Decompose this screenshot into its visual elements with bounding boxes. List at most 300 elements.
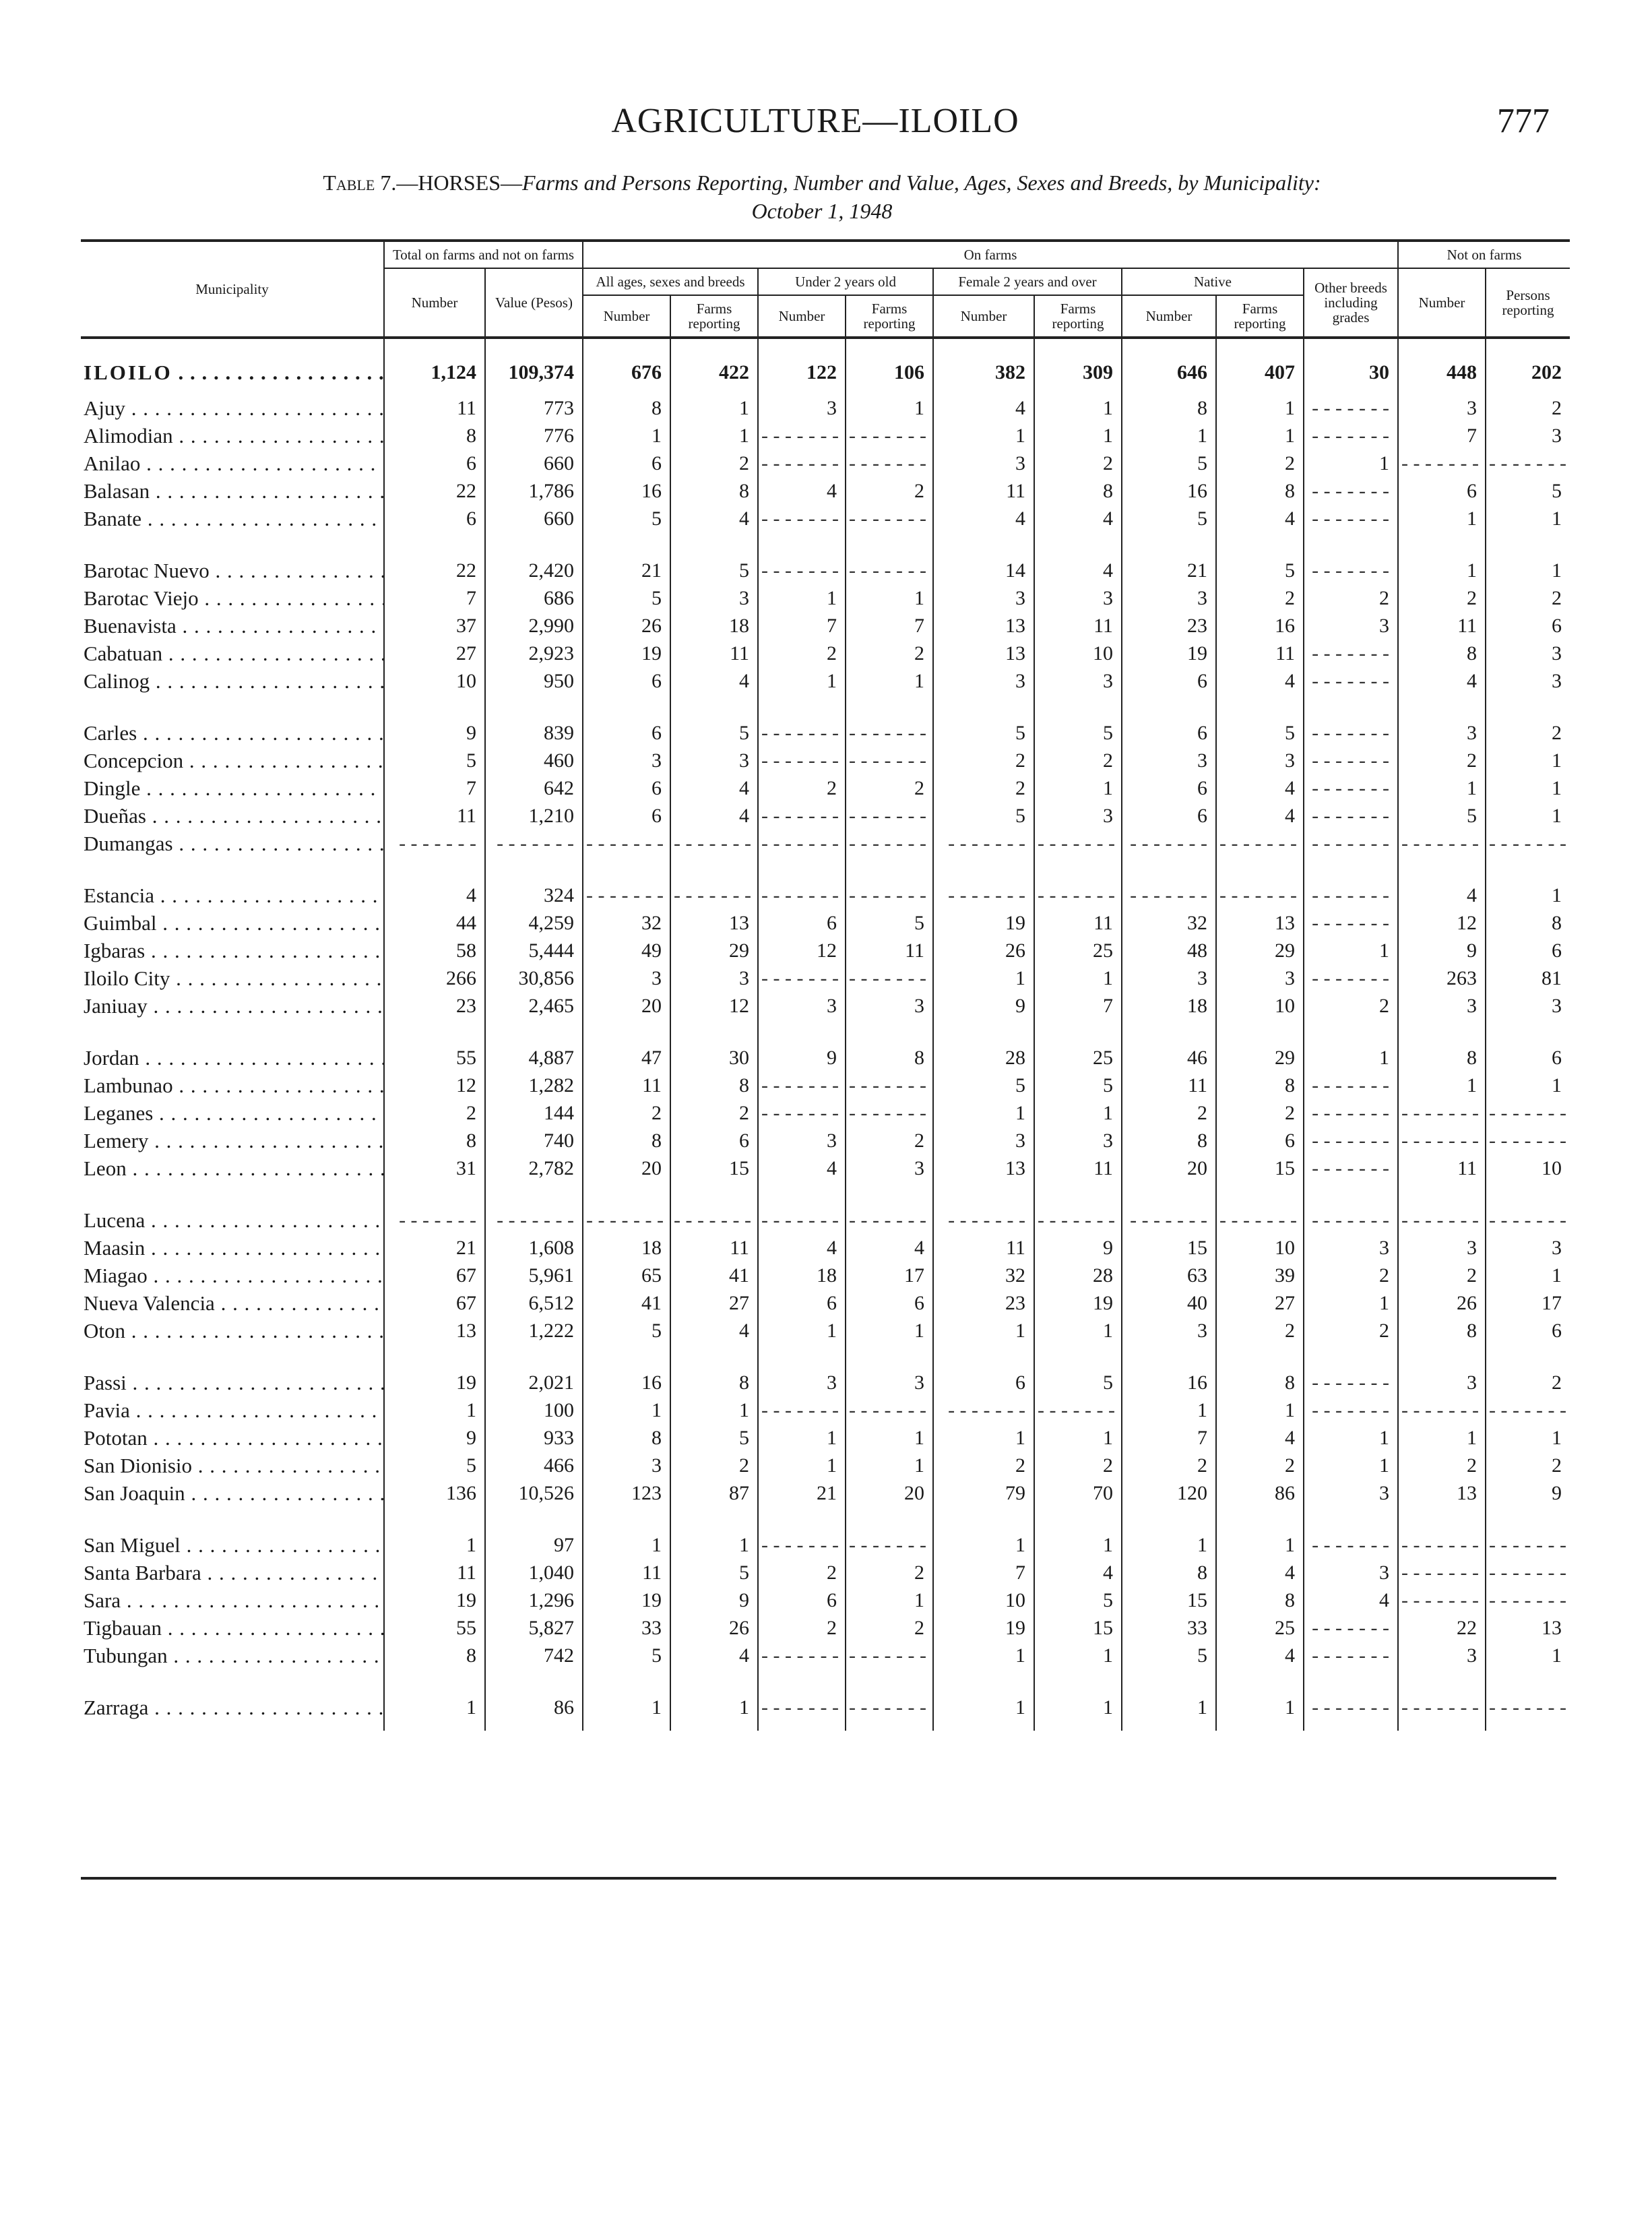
female2-farms-cell: 2: [1034, 1452, 1122, 1479]
native-farms-cell: 86: [1216, 1479, 1304, 1507]
female2-farms-cell: [1034, 830, 1122, 857]
other-breeds-cell: 1: [1304, 937, 1398, 964]
all-farms-cell: 29: [670, 937, 758, 964]
under2-farms-cell: [846, 830, 933, 857]
native-number-cell: 1: [1122, 422, 1216, 450]
municipality-cell: Banate . . .: [81, 505, 384, 532]
municipality-cell: Janiuay . . .: [81, 992, 384, 1020]
native-farms-cell: 4: [1216, 1642, 1304, 1669]
native-farms-cell: 8: [1216, 1345, 1304, 1396]
female2-farms-cell: 3: [1034, 802, 1122, 830]
total-number-cell: 44: [384, 909, 485, 937]
under2-number-cell: 2: [758, 774, 846, 802]
all-farms-cell: 12: [670, 992, 758, 1020]
notfarm-number-cell: 3: [1398, 394, 1486, 422]
native-farms-cell: 16: [1216, 612, 1304, 640]
all-number-cell: 1: [583, 1507, 670, 1559]
native-farms-header: Farms reporting: [1216, 295, 1304, 338]
total-value-cell: 1,210: [485, 802, 583, 830]
native-number-cell: 46: [1122, 1020, 1216, 1072]
all-farms-cell: 4: [670, 774, 758, 802]
table-row: [81, 640, 1570, 667]
persons-reporting-cell: 2: [1486, 695, 1570, 747]
persons-reporting-cell: 1: [1486, 802, 1570, 830]
female2-number-cell: 79: [933, 1479, 1034, 1507]
municipality-cell: Estancia . . .: [81, 857, 384, 909]
municipality-cell: Sara . . .: [81, 1586, 384, 1614]
table-subject: —HORSES—: [396, 171, 523, 195]
native-number-cell: 2: [1122, 1452, 1216, 1479]
notfarm-number-cell: 1: [1398, 505, 1486, 532]
under2-number-cell: [758, 1507, 846, 1559]
total-number-cell: 1: [384, 1507, 485, 1559]
female2-number-cell: 7: [933, 1559, 1034, 1586]
table-row: [81, 1424, 1570, 1452]
all-farms-cell: 11: [670, 640, 758, 667]
total-value-cell: 5,444: [485, 937, 583, 964]
all-number-cell: [583, 830, 670, 857]
native-farms-cell: 1: [1216, 1669, 1304, 1731]
female2-number-cell: [933, 1182, 1034, 1234]
native-farms-cell: 6: [1216, 1127, 1304, 1154]
all-farms-cell: 2: [670, 450, 758, 477]
other-breeds-cell: 1: [1304, 450, 1398, 477]
under2-farms-cell: [846, 505, 933, 532]
other-breeds-cell: [1304, 667, 1398, 695]
under2-number-cell: [758, 1072, 846, 1099]
table-row: [81, 857, 1570, 909]
table-row: [81, 450, 1570, 477]
table-row: [81, 1396, 1570, 1424]
other-breeds-cell: [1304, 1154, 1398, 1182]
total-number-cell: 11: [384, 1559, 485, 1586]
native-number-cell: 15: [1122, 1586, 1216, 1614]
total-number-cell: 1: [384, 1669, 485, 1731]
other-breeds-cell: [1304, 640, 1398, 667]
persons-reporting-cell: 202: [1486, 338, 1570, 394]
female2-farms-cell: [1034, 857, 1122, 909]
notfarm-number-cell: 8: [1398, 1020, 1486, 1072]
persons-reporting-cell: 2: [1486, 1452, 1570, 1479]
table-row: [81, 477, 1570, 505]
table-header: [81, 241, 1570, 338]
table-label: Table 7.: [323, 171, 397, 195]
total-value-cell: 839: [485, 695, 583, 747]
municipality-cell: Anilao . . .: [81, 450, 384, 477]
persons-reporting-cell: 9: [1486, 1479, 1570, 1507]
total-value-cell: 1,040: [485, 1559, 583, 1586]
total-number-cell: 8: [384, 1642, 485, 1669]
female2-number-cell: 1: [933, 1099, 1034, 1127]
notfarm-number-cell: 12: [1398, 909, 1486, 937]
total-number-cell: 37: [384, 612, 485, 640]
under2-farms-cell: 7: [846, 612, 933, 640]
municipality-cell: Miagao . . .: [81, 1262, 384, 1289]
other-breeds-cell: [1304, 802, 1398, 830]
female2-number-cell: 1: [933, 964, 1034, 992]
female2-farms-cell: 8: [1034, 477, 1122, 505]
female2-farms-cell: 1: [1034, 1507, 1122, 1559]
female2-farms-cell: 2: [1034, 747, 1122, 774]
native-number-cell: 23: [1122, 612, 1216, 640]
total-number-cell: 27: [384, 640, 485, 667]
female2-number-cell: 13: [933, 1154, 1034, 1182]
total-value-cell: 776: [485, 422, 583, 450]
persons-reporting-header: Persons reporting: [1486, 268, 1570, 338]
all-farms-cell: 6: [670, 1127, 758, 1154]
total-number-cell: 1,124: [384, 338, 485, 394]
under2-number-cell: 4: [758, 1234, 846, 1262]
under2-farms-cell: [846, 695, 933, 747]
all-number-cell: 32: [583, 909, 670, 937]
notfarm-number-cell: [1398, 830, 1486, 857]
other-breeds-cell: 3: [1304, 1234, 1398, 1262]
notfarm-number-cell: 3: [1398, 1642, 1486, 1669]
notfarm-number-cell: 3: [1398, 1345, 1486, 1396]
municipality-cell: Tigbauan . . .: [81, 1614, 384, 1642]
total-value-cell: 144: [485, 1099, 583, 1127]
municipality-cell: San Joaquin . . .: [81, 1479, 384, 1507]
table-row: [81, 1479, 1570, 1507]
total-value-cell: 1,282: [485, 1072, 583, 1099]
notfarm-number-cell: 2: [1398, 1262, 1486, 1289]
native-farms-cell: 407: [1216, 338, 1304, 394]
native-number-cell: [1122, 830, 1216, 857]
notfarm-number-cell: 1: [1398, 532, 1486, 584]
running-head: [81, 94, 1550, 148]
municipality-cell: Leganes . . .: [81, 1099, 384, 1127]
female2-number-cell: 1: [933, 1669, 1034, 1731]
municipality-cell: Pototan . . .: [81, 1424, 384, 1452]
all-number-cell: 5: [583, 505, 670, 532]
total-value-cell: 10,526: [485, 1479, 583, 1507]
total-value-cell: 660: [485, 505, 583, 532]
total-value-cell: 642: [485, 774, 583, 802]
persons-reporting-cell: 1: [1486, 774, 1570, 802]
municipality-header: Municipality: [81, 241, 384, 338]
female2-number-cell: 4: [933, 505, 1034, 532]
native-farms-cell: 11: [1216, 640, 1304, 667]
total-value-cell: 2,420: [485, 532, 583, 584]
native-number-cell: 8: [1122, 1127, 1216, 1154]
persons-reporting-cell: 81: [1486, 964, 1570, 992]
under2-number-cell: [758, 422, 846, 450]
all-farms-cell: 26: [670, 1614, 758, 1642]
native-number-cell: 3: [1122, 747, 1216, 774]
notfarm-number-cell: 4: [1398, 857, 1486, 909]
under2-farms-cell: [846, 747, 933, 774]
total-number-cell: 55: [384, 1614, 485, 1642]
female2-farms-cell: 4: [1034, 532, 1122, 584]
native-number-cell: 6: [1122, 667, 1216, 695]
female2-farms-cell: 5: [1034, 1345, 1122, 1396]
all-farms-cell: 1: [670, 1396, 758, 1424]
municipality-cell: Barotac Nuevo . . .: [81, 532, 384, 584]
female2-farms-header: Farms reporting: [1034, 295, 1122, 338]
table-row: [81, 992, 1570, 1020]
table-row: [81, 830, 1570, 857]
all-number-cell: 3: [583, 1452, 670, 1479]
all-farms-cell: 4: [670, 802, 758, 830]
native-number-cell: 1: [1122, 1396, 1216, 1424]
native-number-cell: 16: [1122, 477, 1216, 505]
all-farms-cell: 8: [670, 477, 758, 505]
under2-farms-cell: [846, 857, 933, 909]
persons-reporting-cell: 1: [1486, 532, 1570, 584]
notfarm-number-cell: 7: [1398, 422, 1486, 450]
all-farms-cell: 15: [670, 1154, 758, 1182]
female2-farms-cell: [1034, 1396, 1122, 1424]
native-number-cell: 32: [1122, 909, 1216, 937]
female2-number-cell: 1: [933, 1642, 1034, 1669]
female2-farms-cell: 11: [1034, 612, 1122, 640]
all-farms-cell: 4: [670, 1642, 758, 1669]
female2-number-cell: 2: [933, 774, 1034, 802]
native-number-cell: 33: [1122, 1614, 1216, 1642]
total-number-cell: 5: [384, 747, 485, 774]
female2-number-cell: 3: [933, 1127, 1034, 1154]
notfarm-number-cell: 8: [1398, 1317, 1486, 1345]
native-number-cell: 40: [1122, 1289, 1216, 1317]
under2-farms-cell: 2: [846, 1127, 933, 1154]
other-breeds-cell: 2: [1304, 1262, 1398, 1289]
total-number-cell: 6: [384, 505, 485, 532]
other-breeds-cell: [1304, 1345, 1398, 1396]
all-farms-cell: 422: [670, 338, 758, 394]
female2-number-cell: 5: [933, 802, 1034, 830]
female2-farms-cell: 5: [1034, 695, 1122, 747]
other-breeds-cell: [1304, 532, 1398, 584]
persons-reporting-cell: 3: [1486, 1234, 1570, 1262]
native-farms-cell: 4: [1216, 667, 1304, 695]
municipality-cell: Santa Barbara . . .: [81, 1559, 384, 1586]
under2-farms-cell: 2: [846, 1614, 933, 1642]
notfarm-number-cell: 8: [1398, 640, 1486, 667]
all-number-cell: 18: [583, 1234, 670, 1262]
female2-farms-cell: 28: [1034, 1262, 1122, 1289]
total-value-cell: 773: [485, 394, 583, 422]
municipality-cell: San Dionisio . . .: [81, 1452, 384, 1479]
female2-number-cell: 3: [933, 450, 1034, 477]
under2-number-cell: 3: [758, 1127, 846, 1154]
under2-number-cell: 1: [758, 1424, 846, 1452]
under2-number-cell: [758, 695, 846, 747]
table-row: [81, 1234, 1570, 1262]
under2-farms-cell: 1: [846, 394, 933, 422]
under2-number-cell: 2: [758, 640, 846, 667]
under2-number-cell: 122: [758, 338, 846, 394]
under2-number-cell: [758, 1642, 846, 1669]
female2-number-cell: [933, 857, 1034, 909]
female2-farms-cell: 5: [1034, 1072, 1122, 1099]
page-number: 777: [1497, 102, 1550, 140]
native-farms-cell: 4: [1216, 1559, 1304, 1586]
native-number-cell: 120: [1122, 1479, 1216, 1507]
other-breeds-cell: 1: [1304, 1020, 1398, 1072]
other-breeds-cell: [1304, 1642, 1398, 1669]
under2-farms-cell: [846, 1396, 933, 1424]
municipality-cell: Zarraga . . .: [81, 1669, 384, 1731]
table-row: [81, 1586, 1570, 1614]
total-value-cell: 6,512: [485, 1289, 583, 1317]
under2-number-cell: 3: [758, 394, 846, 422]
native-number-cell: 2: [1122, 1099, 1216, 1127]
notfarm-number-cell: 26: [1398, 1289, 1486, 1317]
native-number-cell: 5: [1122, 505, 1216, 532]
native-farms-cell: 10: [1216, 1234, 1304, 1262]
native-number-cell: 6: [1122, 774, 1216, 802]
other-breeds-cell: [1304, 774, 1398, 802]
female2-number-cell: 2: [933, 747, 1034, 774]
all-number-cell: 123: [583, 1479, 670, 1507]
native-number-header: Number: [1122, 295, 1216, 338]
notfarm-number-cell: 22: [1398, 1614, 1486, 1642]
under2-farms-cell: 2: [846, 1559, 933, 1586]
female2-farms-cell: 1: [1034, 422, 1122, 450]
under2-number-cell: [758, 857, 846, 909]
female2-farms-cell: 1: [1034, 1099, 1122, 1127]
persons-reporting-cell: [1486, 1507, 1570, 1559]
native-farms-cell: 1: [1216, 394, 1304, 422]
other-breeds-cell: 3: [1304, 1559, 1398, 1586]
table-row: [81, 1669, 1570, 1731]
female2-farms-cell: 5: [1034, 1586, 1122, 1614]
all-number-cell: 8: [583, 1424, 670, 1452]
all-number-cell: 6: [583, 802, 670, 830]
native-number-cell: 646: [1122, 338, 1216, 394]
female2-farms-cell: 1: [1034, 774, 1122, 802]
municipality-cell: Cabatuan . . .: [81, 640, 384, 667]
under2-number-cell: [758, 802, 846, 830]
persons-reporting-cell: 2: [1486, 394, 1570, 422]
female2-number-cell: 5: [933, 1072, 1034, 1099]
municipality-cell: Lambunao . . .: [81, 1072, 384, 1099]
total-number-cell: 7: [384, 774, 485, 802]
total-value-cell: 1,222: [485, 1317, 583, 1345]
other-breeds-cell: [1304, 1127, 1398, 1154]
female2-number-cell: 23: [933, 1289, 1034, 1317]
municipality-cell: Carles . . .: [81, 695, 384, 747]
total-value-cell: 460: [485, 747, 583, 774]
municipality-cell: Oton . . .: [81, 1317, 384, 1345]
all-farms-cell: 3: [670, 747, 758, 774]
notfarm-number-cell: 448: [1398, 338, 1486, 394]
notfarm-number-cell: 1: [1398, 1072, 1486, 1099]
persons-reporting-cell: 6: [1486, 1020, 1570, 1072]
municipality-cell: Lemery . . .: [81, 1127, 384, 1154]
total-value-cell: 2,465: [485, 992, 583, 1020]
municipality-cell: Passi . . .: [81, 1345, 384, 1396]
total-value-cell: 100: [485, 1396, 583, 1424]
other-breeds-cell: [1304, 1614, 1398, 1642]
all-farms-cell: [670, 857, 758, 909]
total-number-cell: 55: [384, 1020, 485, 1072]
table-row: [81, 1154, 1570, 1182]
table-bottom-rule: [81, 1877, 1556, 1880]
municipality-cell: Lucena . . .: [81, 1182, 384, 1234]
female2-number-header: Number: [933, 295, 1034, 338]
native-farms-cell: 15: [1216, 1154, 1304, 1182]
municipality-cell: Ajuy . . .: [81, 394, 384, 422]
female2-number-cell: 6: [933, 1345, 1034, 1396]
under2-farms-cell: 11: [846, 937, 933, 964]
all-farms-cell: 1: [670, 394, 758, 422]
notfarm-number-cell: [1398, 1099, 1486, 1127]
native-farms-cell: 8: [1216, 1586, 1304, 1614]
notfarm-number-cell: [1398, 1586, 1486, 1614]
total-value-cell: 5,827: [485, 1614, 583, 1642]
total-value-cell: 2,923: [485, 640, 583, 667]
under2-farms-cell: 106: [846, 338, 933, 394]
under2-farms-cell: 20: [846, 1479, 933, 1507]
other-breeds-cell: [1304, 1396, 1398, 1424]
total-value-header: Value (Pesos): [485, 268, 583, 338]
total-number-cell: 11: [384, 394, 485, 422]
persons-reporting-cell: 1: [1486, 857, 1570, 909]
native-number-cell: 21: [1122, 532, 1216, 584]
native-number-cell: 19: [1122, 640, 1216, 667]
table-row: [81, 1072, 1570, 1099]
female2-farms-cell: 15: [1034, 1614, 1122, 1642]
notfarm-number-cell: 3: [1398, 1234, 1486, 1262]
total-value-cell: 4,887: [485, 1020, 583, 1072]
under2-number-cell: 9: [758, 1020, 846, 1072]
under2-farms-cell: 1: [846, 667, 933, 695]
under2-number-cell: [758, 1182, 846, 1234]
other-breeds-cell: 1: [1304, 1424, 1398, 1452]
all-farms-cell: 4: [670, 505, 758, 532]
total-number-cell: 6: [384, 450, 485, 477]
female2-number-cell: 14: [933, 532, 1034, 584]
other-breeds-cell: 3: [1304, 1479, 1398, 1507]
native-header: Native: [1122, 268, 1304, 295]
native-number-cell: 8: [1122, 1559, 1216, 1586]
female2-farms-cell: 3: [1034, 584, 1122, 612]
persons-reporting-cell: [1486, 1586, 1570, 1614]
table-row: [81, 394, 1570, 422]
all-number-cell: 20: [583, 992, 670, 1020]
all-number-cell: 21: [583, 532, 670, 584]
female2-farms-cell: 7: [1034, 992, 1122, 1020]
all-farms-cell: 9: [670, 1586, 758, 1614]
all-farms-cell: 8: [670, 1072, 758, 1099]
under2-farms-cell: 3: [846, 992, 933, 1020]
female2-farms-cell: 3: [1034, 1127, 1122, 1154]
total-value-cell: 933: [485, 1424, 583, 1452]
under2-farms-cell: 3: [846, 1154, 933, 1182]
under2-header: Under 2 years old: [758, 268, 933, 295]
notfarm-number-cell: 6: [1398, 477, 1486, 505]
notfarm-number-cell: 2: [1398, 584, 1486, 612]
female2-farms-cell: 10: [1034, 640, 1122, 667]
table-row: [81, 1507, 1570, 1559]
persons-reporting-cell: 2: [1486, 584, 1570, 612]
female2-farms-cell: 11: [1034, 909, 1122, 937]
under2-farms-cell: 1: [846, 1452, 933, 1479]
female2-farms-cell: 1: [1034, 1642, 1122, 1669]
notfarm-number-cell: 5: [1398, 802, 1486, 830]
native-farms-cell: 2: [1216, 1452, 1304, 1479]
under2-farms-cell: 3: [846, 1345, 933, 1396]
female2-number-cell: 3: [933, 584, 1034, 612]
other-breeds-cell: [1304, 747, 1398, 774]
municipality-cell: Iloilo City . . .: [81, 964, 384, 992]
under2-number-cell: [758, 1099, 846, 1127]
female2-farms-cell: 3: [1034, 667, 1122, 695]
native-farms-cell: 8: [1216, 477, 1304, 505]
under2-farms-cell: 1: [846, 584, 933, 612]
municipality-cell: Calinog . . .: [81, 667, 384, 695]
